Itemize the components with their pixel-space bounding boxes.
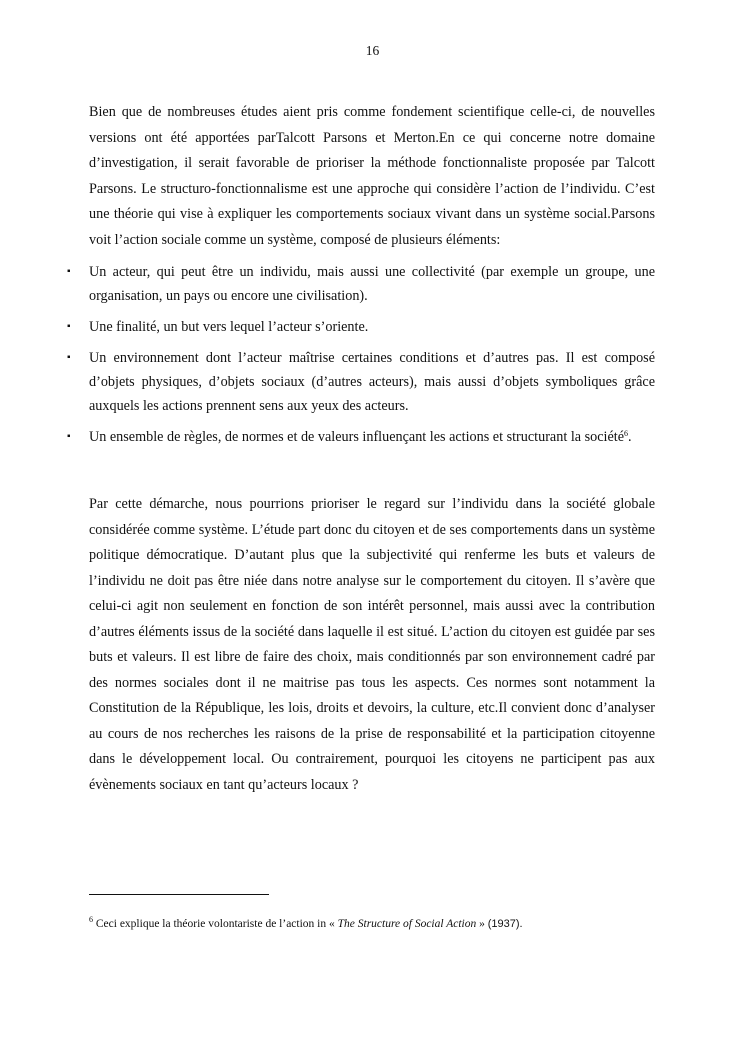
- footnote-reference[interactable]: 6: [624, 429, 628, 438]
- bullet-icon: ▪: [67, 321, 71, 332]
- paragraph-method: Par cette démarche, nous pourrions prioriser le regard sur l’individu dans la société globale considérée comme système. L’étude part donc du citoyen et de ses comportements dans un système politique démocratique. D’autant plus que la subjectivité qui renferme les buts et valeurs de l’individu ne doit pas être niée dans notre analyse sur le comportement du citoyen. Il s’avère que celui-ci agit non seulement en fonction de son intérêt personnel, mais aussi avec la contribution d’autres éléments issus de la société dans laquelle il est situé. L’action du citoyen est guidée par ses buts et valeurs. Il est libre de faire des choix, mais conditionnés par son environnement cadré par des normes sociales dont il ne maitrise pas tous les aspects. Ces normes sont notamment la Constitution de la République, les lois, droits et devoirs, la culture, etc.Il convient donc d’analyser au cours de nos recherches les raisons de la prise de responsabilité et la participation citoyenne dans le développement local. Ou contrairement, pourquoi les citoyens ne participent pas aux évènements sociaux en tant qu’acteurs locaux ?: [89, 496, 655, 793]
- list-item-text: Une finalité, un but vers lequel l’acteur s’oriente.: [89, 319, 369, 335]
- footnote-year: (1937).: [487, 918, 523, 930]
- footnote-separator: [89, 894, 269, 895]
- element-list: [67, 260, 655, 449]
- footnote-after-title: »: [476, 918, 488, 930]
- list-item-text: Un environnement dont l’acteur maîtrise certaines conditions et d’autres pas. Il est composé d’objets physiques, d’objets sociaux (d’autres acteurs), mais aussi d’objets symboliques grâce auxquels les actions prennent sens aux yeux des acteurs.: [89, 350, 655, 414]
- footnote-number: 6: [89, 915, 93, 924]
- footnote-text: Ceci explique la théorie volontariste de l’action in «: [93, 918, 338, 930]
- footnote: [89, 916, 689, 932]
- body-text: [67, 100, 655, 798]
- footnote-title: The Structure of Social Action: [337, 918, 477, 930]
- list-item-suffix: .: [628, 429, 632, 445]
- bullet-icon: ▪: [67, 266, 71, 277]
- bullet-icon: ▪: [67, 431, 71, 442]
- paragraph-intro: Bien que de nombreuses études aient pris comme fondement scientifique celle-ci, de nouvelles versions ont été apportées parTalcott Parsons et Merton.En ce qui concerne notre domaine d’investigation, il serait favorable de prioriser la méthode fonctionnaliste proposée par Talcott Parsons. Le structuro-fonctionnalisme est une approche qui considère l’action de l’individu. C’est une théorie qui vise à expliquer les comportements sociaux vivant dans un système social.Parsons voit l’action sociale comme un système, composé de plusieurs éléments:: [89, 104, 655, 248]
- list-item: [67, 346, 655, 418]
- list-item: [67, 260, 655, 308]
- bullet-icon: ▪: [67, 352, 71, 363]
- list-item-text: Un ensemble de règles, de normes et de valeurs influençant les actions et structurant la société: [89, 429, 624, 445]
- list-item-text: Un acteur, qui peut être un individu, mais aussi une collectivité (par exemple un groupe, une organisation, un pays ou encore une civilisation).: [89, 264, 655, 304]
- page-number: 16: [365, 43, 380, 58]
- list-item: [67, 425, 655, 449]
- list-item: [67, 315, 655, 339]
